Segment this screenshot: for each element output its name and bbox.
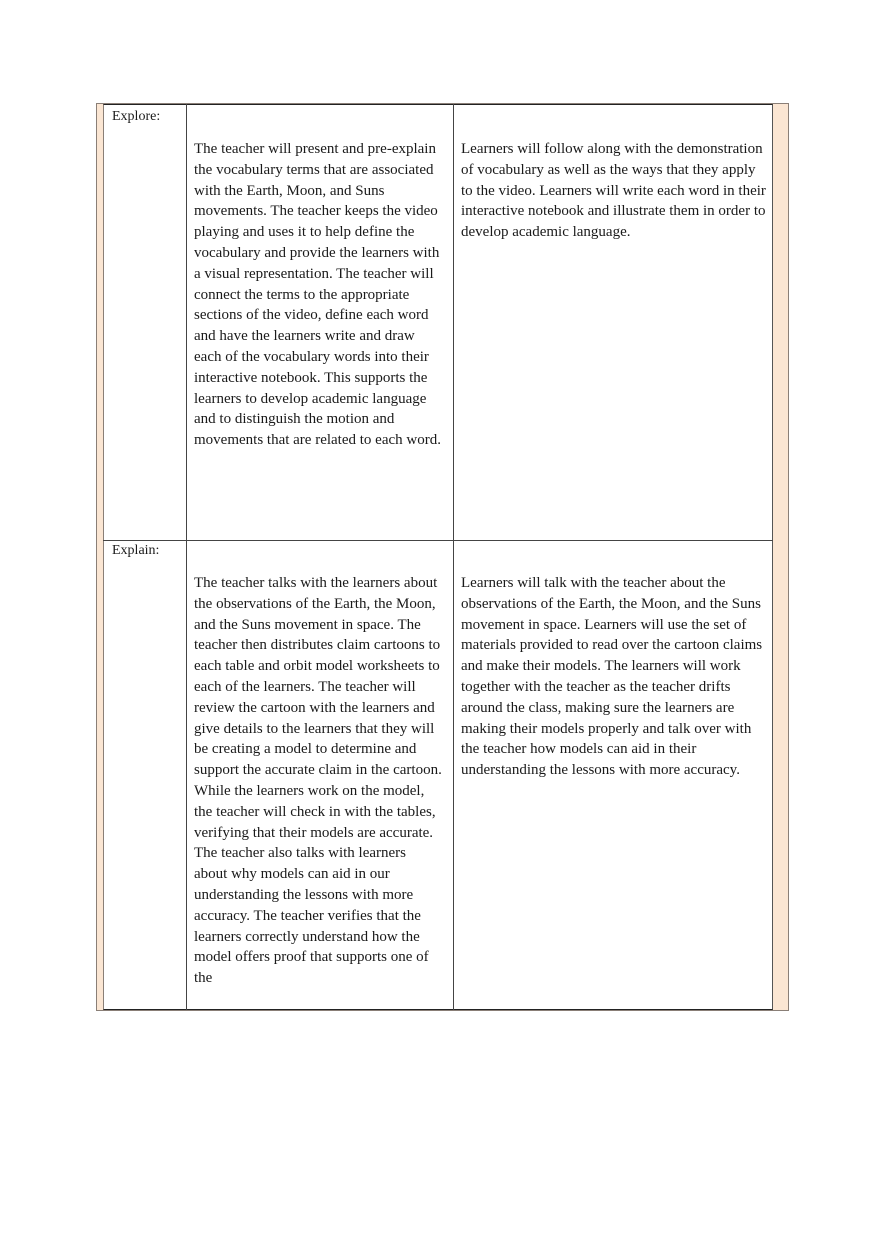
- explore-teacher-text: The teacher will present and pre-explain the vocabulary terms that are associated with the Earth, Moon, and Suns movements. The teacher keeps the video playing and uses it to help define the vocabulary and provide the learners with a visual representation. The teacher will connect the terms to the appropriate sections of the video, define each word and have the learners write and draw each of the vocabulary words into their interactive notebook. This supports the learners to develop academic language and to distinguish the motion and movements that are related to each word.: [194, 141, 441, 449]
- row-label-explain: Explain:: [112, 543, 160, 558]
- row-label-explore: Explore:: [112, 109, 161, 124]
- row-divider: [103, 540, 773, 541]
- explore-learners-text: Learners will follow along with the demonstration of vocabulary as well as the ways that they apply to the video. Learners will write each word in their interactive notebook and illustrate them in order to develop academic language.: [461, 141, 766, 241]
- column-divider: [453, 104, 454, 1010]
- explain-teacher-cell: [194, 573, 446, 1011]
- column-divider: [186, 104, 187, 1010]
- explain-teacher-text: The teacher talks with the learners about the observations of the Earth, the Moon, and the Suns movement in space. The teacher then distributes claim cartoons to each table and orbit model worksheets to each of the learners. The teacher will review the cartoon with the learners and give details to the learners that they will be creating a model to determine and support the accurate claim in the cartoon. While the learners work on the model, the teacher will check in with the tables, verifying that their models are accurate. The teacher also talks with learners about why models can aid in our understanding the lessons with more accuracy. The teacher verifies that the learners correctly understand how the model offers proof that supports one of the: [194, 575, 442, 987]
- explain-learners-text: Learners will talk with the teacher about the observations of the Earth, the Moon, and the Suns movement in space. Learners will use the set of materials provided to read over the cartoon claims and make their models. The learners will work together with the teacher as the teacher drifts around the class, making sure the learners are making their models properly and talk over with the teacher how models can aid in their understanding the lessons with more accuracy.: [461, 575, 763, 779]
